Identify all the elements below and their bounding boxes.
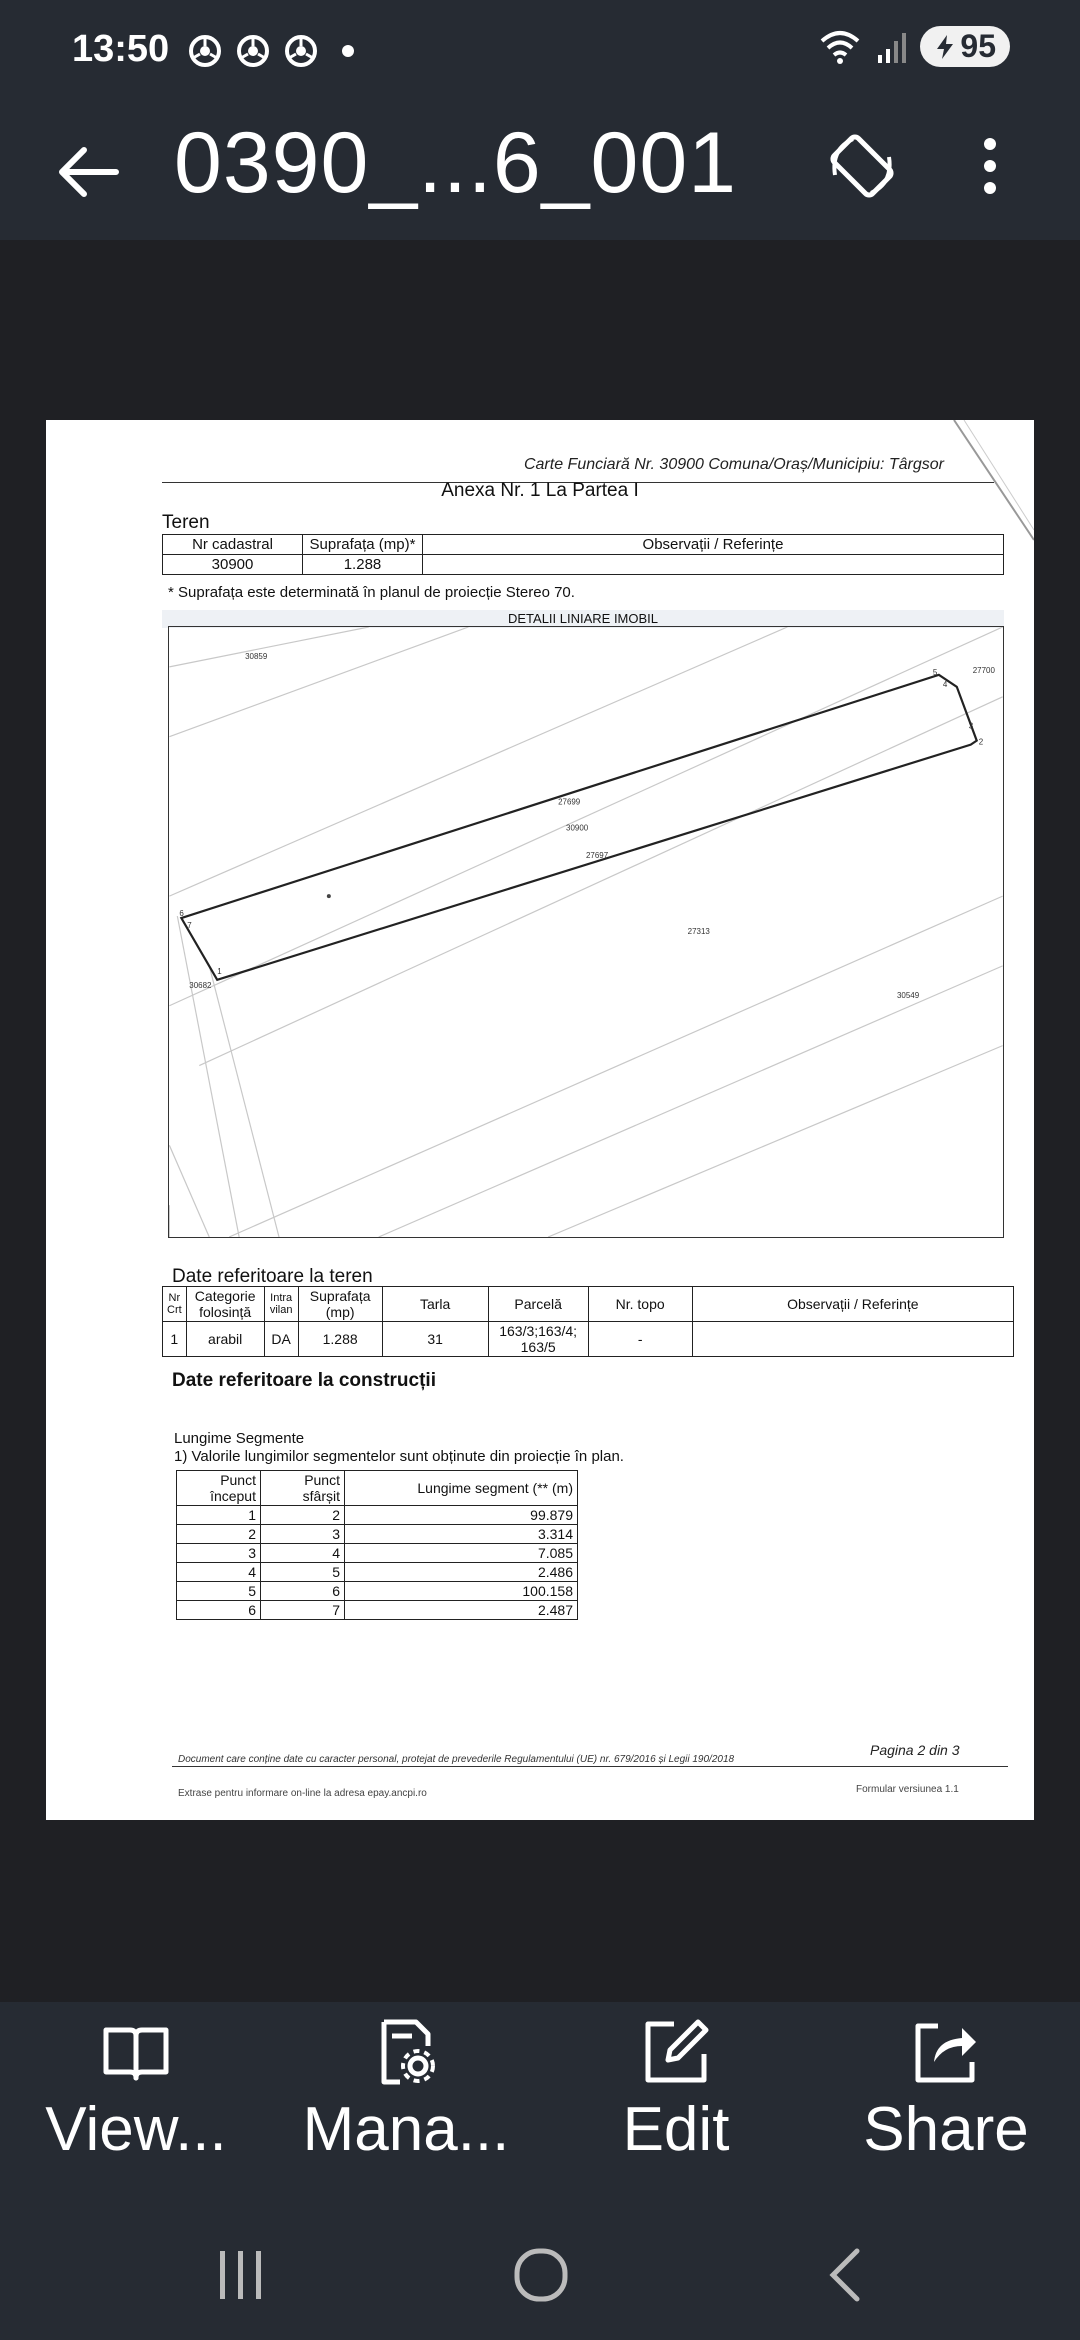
table-header-row: [177, 1471, 578, 1506]
plan-label: 27699: [558, 797, 581, 807]
table-header-cell: Punct sfârșit: [261, 1471, 345, 1506]
footnote: * Suprafața este determinată în planul de proiecție Stereo 70.: [168, 584, 575, 601]
notification-dot: [342, 45, 354, 57]
table-cell: 1.288: [303, 555, 423, 575]
plan-label: 27697: [586, 851, 609, 861]
table-cell: 1: [163, 1322, 187, 1357]
table-header-cell: Observații / Referințe: [423, 535, 1004, 555]
table-header-cell: Intra vilan: [264, 1287, 298, 1322]
chrome-icon: [188, 34, 222, 68]
table-cell: 2: [261, 1506, 345, 1525]
table-cell: 5: [261, 1563, 345, 1582]
view-label: View...: [45, 2095, 227, 2164]
table-cell: DA: [264, 1322, 298, 1357]
share-icon: [910, 2016, 982, 2088]
plan-label: 30900: [566, 823, 589, 833]
table-cell: 6: [261, 1582, 345, 1601]
point-label: 6: [179, 909, 184, 919]
book-open-icon: [100, 2016, 172, 2088]
scan-fold-mark: [914, 420, 1034, 610]
document-page: [46, 420, 1034, 1820]
table-row: [163, 555, 1004, 575]
home-button[interactable]: [496, 2240, 586, 2310]
edit-icon: [640, 2016, 712, 2088]
table-header-row: [163, 1287, 1014, 1322]
teren-title: Teren: [162, 512, 210, 533]
table-row: [177, 1544, 578, 1563]
table-cell: [692, 1322, 1013, 1357]
table-cell: 100.158: [345, 1582, 578, 1601]
lungime-subtitle: 1) Valorile lungimilor segmentelor sunt obținute din proiecție în plan.: [174, 1448, 624, 1465]
table-cell: 2.486: [345, 1563, 578, 1582]
notification-icons: [188, 34, 354, 68]
table-cell: 163/3;163/4; 163/5: [488, 1322, 588, 1357]
plan-label: 30549: [896, 990, 920, 1000]
footer-form-version: Formular versiunea 1.1: [856, 1784, 959, 1795]
share-label: Share: [863, 2095, 1029, 2164]
back-nav-button[interactable]: [800, 2240, 890, 2310]
table-header-cell: Suprafața (mp): [298, 1287, 382, 1322]
table-cell: 3.314: [345, 1525, 578, 1544]
back-arrow-icon: [56, 144, 120, 200]
chrome-icon: [236, 34, 270, 68]
footer-extras: Extrase pentru informare on-line la adresa epay.ancpi.ro: [178, 1788, 427, 1799]
table-header-cell: Punct început: [177, 1471, 261, 1506]
table-header-cell: Tarla: [382, 1287, 488, 1322]
table-cell: 5: [177, 1582, 261, 1601]
plan-title: DETALII LINIARE IMOBIL: [162, 610, 1004, 628]
app-bar: [0, 104, 1080, 240]
lungime-title: Lungime Segmente: [174, 1430, 305, 1447]
back-icon: [825, 2247, 865, 2303]
back-button[interactable]: [46, 130, 130, 214]
table-cell: 4: [177, 1563, 261, 1582]
signal-icon: [876, 29, 906, 65]
table-header-cell: Suprafața (mp)*: [303, 535, 423, 555]
battery-indicator: [920, 26, 1010, 67]
table-header-cell: Categorie folosință: [186, 1287, 264, 1322]
wifi-icon: [818, 29, 862, 65]
point-label: 2: [978, 737, 984, 747]
table-cell: 2: [177, 1525, 261, 1544]
point-label: 7: [187, 921, 192, 931]
table-cell: 99.879: [345, 1506, 578, 1525]
manage-doc-icon: [370, 2016, 442, 2088]
scan-speck: [327, 894, 331, 898]
table-cell: [423, 555, 1004, 575]
table-header-cell: Parcelă: [488, 1287, 588, 1322]
plan-label: 30682: [189, 980, 212, 990]
table-cell: 30900: [163, 555, 303, 575]
status-bar: [0, 0, 1080, 104]
share-button[interactable]: [816, 2016, 1076, 2165]
neighbour-lines: [169, 627, 1002, 1237]
table-cell: 31: [382, 1322, 488, 1357]
table-cell: 7: [261, 1601, 345, 1620]
table-cell: 2.487: [345, 1601, 578, 1620]
navigation-bar: [0, 2210, 1080, 2340]
table-cell: 1.288: [298, 1322, 382, 1357]
page-header: Carte Funciară Nr. 30900 Comuna/Oraș/Municipiu: Târgsor: [523, 456, 944, 473]
table-cell: 3: [261, 1525, 345, 1544]
table-header-row: [163, 535, 1004, 555]
recents-button[interactable]: [196, 2240, 286, 2310]
table-row: [177, 1563, 578, 1582]
status-right: [818, 26, 1010, 67]
table-row: [177, 1582, 578, 1601]
table-header-cell: Observații / Referințe: [692, 1287, 1013, 1322]
chrome-icon: [284, 34, 318, 68]
table-cell: -: [588, 1322, 692, 1357]
table-header-cell: Nr. topo: [588, 1287, 692, 1322]
point-label: 1: [217, 966, 222, 976]
date-teren-title: Date referitoare la teren: [172, 1266, 373, 1287]
edit-label: Edit: [622, 2095, 730, 2164]
table-cell: 4: [261, 1544, 345, 1563]
table-row: [177, 1506, 578, 1525]
table-cell: 3: [177, 1544, 261, 1563]
table-cell: 6: [177, 1601, 261, 1620]
lungime-table: [176, 1470, 578, 1620]
footer-disclaimer: Document care conține date cu caracter personal, protejat de prevederile Regulamentului (UE) nr. 679/2016 și Legii 190/2018: [178, 1754, 735, 1765]
date-constructii-title: Date referitoare la construcții: [172, 1370, 436, 1391]
status-time: 13:50: [72, 28, 170, 70]
table-header-cell: Nr Crt: [163, 1287, 187, 1322]
table-header-cell: Nr cadastral: [163, 535, 303, 555]
more-options-button[interactable]: [960, 124, 1020, 208]
home-icon: [513, 2247, 569, 2303]
edit-button[interactable]: [546, 2016, 806, 2165]
table-cell: 1: [177, 1506, 261, 1525]
rotate-button[interactable]: [820, 124, 904, 208]
plan-label: 30859: [245, 651, 268, 661]
more-vert-icon: [983, 136, 997, 196]
table-row: [177, 1525, 578, 1544]
plan-label: 27700: [972, 665, 995, 675]
battery-icon: [934, 34, 956, 60]
teren-table: [162, 534, 1004, 575]
table-row: [163, 1322, 1014, 1357]
manage-label: Mana...: [302, 2095, 510, 2164]
table-cell: 7.085: [345, 1544, 578, 1563]
point-label: 3: [968, 721, 974, 731]
recents-icon: [214, 2249, 268, 2301]
point-label: 5: [932, 667, 938, 677]
document-viewer[interactable]: [0, 240, 1080, 2002]
point-label: 4: [942, 679, 948, 689]
table-row: [177, 1601, 578, 1620]
page-number: Pagina 2 din 3: [870, 1742, 960, 1758]
anexa-title: Anexa Nr. 1 La Partea I: [441, 480, 639, 501]
bottom-action-bar: [0, 2002, 1080, 2210]
rotate-icon: [825, 129, 899, 203]
battery-level: 95: [960, 28, 996, 64]
cadastral-plan: [168, 626, 1004, 1238]
date-teren-table: [162, 1286, 1014, 1357]
table-header-cell: Lungime segment (** (m): [345, 1471, 578, 1506]
document-title: 0390_...6_001: [174, 115, 737, 211]
divider: [172, 1766, 1008, 1767]
table-cell: arabil: [186, 1322, 264, 1357]
manage-button[interactable]: [276, 2016, 536, 2165]
plan-label: 27313: [687, 926, 710, 936]
view-button[interactable]: [6, 2016, 266, 2165]
